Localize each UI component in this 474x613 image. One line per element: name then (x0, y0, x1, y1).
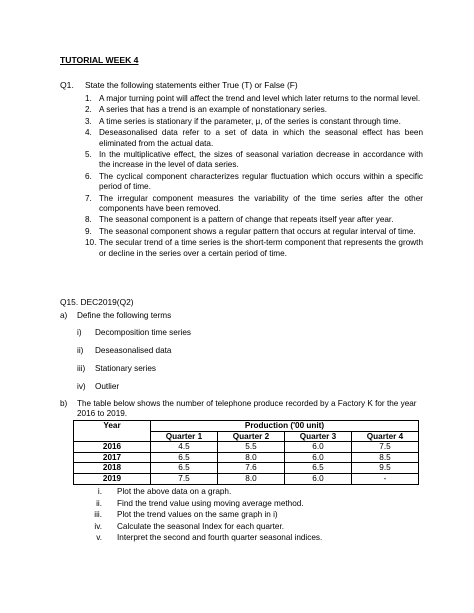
statement-number: 3. (85, 116, 92, 126)
question-1-instruction: State the following statements either True (T) or False (F) (85, 80, 298, 90)
value-cell: 6.5 (151, 463, 218, 474)
statement-number: 1. (85, 94, 92, 103)
term-number: i) (77, 328, 82, 337)
statement-item (85, 105, 423, 115)
value-cell: 8.5 (352, 452, 419, 463)
part-b-text: The table below shows the number of telephone produce recorded by a Factory K for the year 2016 to 2019. (77, 399, 417, 419)
value-cell: 6.5 (285, 463, 352, 474)
value-cell: - (352, 473, 419, 484)
table-row (74, 463, 419, 474)
task-number: i. (97, 487, 102, 496)
year-cell: 2017 (74, 452, 151, 463)
table-row (74, 442, 419, 453)
statement-text: A major turning point will affect the trend and level which later returns to the normal level. (99, 94, 421, 103)
statement-item (85, 172, 423, 193)
term-item (77, 364, 191, 382)
value-cell: 8.0 (218, 452, 285, 463)
year-cell: 2018 (74, 463, 151, 474)
statement-item (85, 238, 423, 259)
table-header-row (74, 421, 419, 432)
statement-item (85, 227, 423, 237)
task-number: ii. (96, 498, 102, 508)
value-cell: 8.0 (218, 473, 285, 484)
term-text: Deseasonalised data (95, 346, 172, 355)
value-cell: 7.5 (352, 442, 419, 453)
task-number: v. (96, 533, 102, 543)
term-number: iii) (77, 364, 86, 373)
task-text: Calculate the seasonal Index for each quarter. (117, 521, 285, 531)
value-cell: 7.6 (218, 463, 285, 474)
quarter-header: Quarter 4 (352, 431, 419, 442)
task-text: Plot the trend values on the same graph in i) (117, 510, 278, 520)
statement-text: The cyclical component characterizes regular fluctuation which occurs within a specific period of time. (99, 171, 423, 192)
part-a-text: Define the following terms (77, 311, 172, 320)
statement-item (85, 128, 423, 149)
statement-item (85, 117, 423, 127)
task-number: iv. (94, 521, 102, 531)
value-cell: 6.5 (151, 452, 218, 463)
statement-item (85, 215, 423, 225)
statement-item (85, 150, 423, 171)
year-cell: 2016 (74, 442, 151, 453)
task-list (90, 487, 322, 545)
value-cell: 5.5 (218, 442, 285, 453)
term-text: Outlier (95, 382, 120, 391)
statement-text: The secular trend of a time series is the short-term component that represents the growth or decline in the series over a certain period of time. (99, 238, 423, 258)
statement-text: The irregular component measures the variability of the time series after the other components have been removed. (99, 193, 423, 214)
value-cell: 6.0 (285, 452, 352, 463)
statement-number: 9. (85, 226, 92, 236)
value-cell: 7.5 (151, 473, 218, 484)
task-item (90, 533, 322, 545)
task-number: iii. (94, 510, 102, 520)
production-column-header: Production ('00 unit) (151, 421, 419, 432)
value-cell: 9.5 (352, 463, 419, 474)
part-b-label: b) (60, 399, 68, 408)
value-cell: 6.0 (285, 473, 352, 484)
statement-item (85, 194, 423, 215)
statement-list (85, 94, 423, 260)
term-item (77, 346, 191, 364)
term-text: Decomposition time series (95, 328, 192, 337)
value-cell: 4.5 (151, 442, 218, 453)
terms-list (77, 328, 191, 400)
statement-text: In the multiplicative effect, the sizes of seasonal variation decrease in accordance with the increase in the level of data series. (99, 150, 423, 170)
question-15-label: Q15. DEC2019(Q2) (60, 297, 134, 307)
statement-item (85, 94, 423, 104)
statement-number: 5. (85, 150, 92, 160)
quarter-header: Quarter 1 (151, 431, 218, 442)
statement-text: Deseasonalised data refer to a set of data in which the seasonal effect has been eliminated from the actual data. (99, 128, 423, 148)
term-item (77, 382, 191, 400)
task-item (90, 510, 322, 522)
statement-number: 6. (85, 171, 92, 181)
value-cell: 6.0 (285, 442, 352, 453)
task-text: Plot the above data on a graph. (117, 487, 232, 496)
task-item (90, 499, 322, 511)
statement-text: A series that has a trend is an example of nonstationary series. (99, 105, 328, 115)
statement-text: The seasonal component is a pattern of change that repeats itself year after year. (99, 215, 394, 225)
table-row (74, 473, 419, 484)
task-text: Interpret the second and fourth quarter seasonal indices. (117, 533, 323, 543)
year-cell: 2019 (74, 473, 151, 484)
statement-text: A time series is stationary if the parameter, μ, of the series is constant through time. (99, 116, 401, 126)
part-a-label: a) (60, 311, 68, 320)
statement-number: 4. (85, 128, 92, 138)
page-title: TUTORIAL WEEK 4 (60, 55, 139, 65)
statement-number: 7. (85, 193, 92, 203)
task-item (90, 487, 322, 499)
term-item (77, 328, 191, 346)
quarter-header: Quarter 3 (285, 431, 352, 442)
statement-number: 8. (85, 215, 92, 225)
term-number: iv) (77, 382, 86, 391)
production-table (73, 420, 419, 485)
quarter-header: Quarter 2 (218, 431, 285, 442)
year-column-header: Year (74, 421, 151, 442)
statement-text: The seasonal component shows a regular pattern that occurs at regular interval of time. (99, 226, 416, 236)
table-row (74, 452, 419, 463)
task-item (90, 522, 322, 534)
statement-number: 2. (85, 105, 92, 115)
statement-number: 10. (85, 238, 97, 248)
term-text: Stationary series (95, 364, 156, 373)
task-text: Find the trend value using moving average method. (117, 498, 304, 508)
term-number: ii) (77, 346, 84, 355)
question-1-label: Q1. (60, 80, 74, 90)
